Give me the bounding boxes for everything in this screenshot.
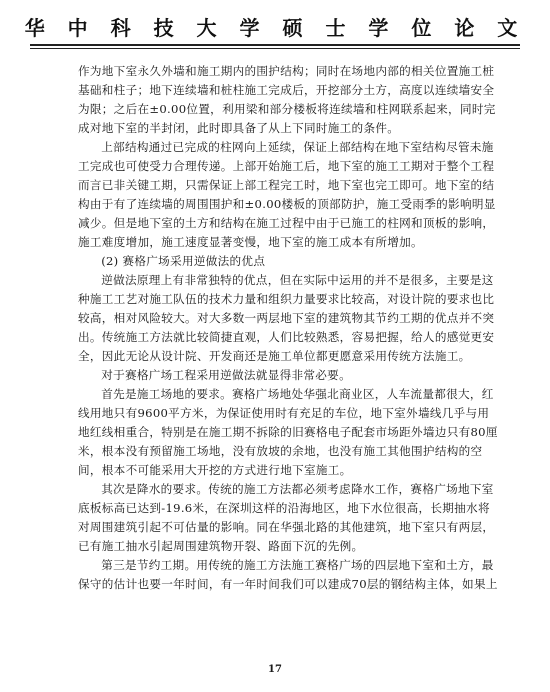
page-number: 17 bbox=[268, 664, 282, 675]
paragraph: 其次是降水的要求。传统的施工方法都必须考虑降水工作，赛格广场地下室底板标高已达到-19.6米，在深圳这样的沿海地区，地下水位很高，长期抽水将对周围建筑引起不可估量的影响。同在华强北路的其他建筑，地下室只有两层，已有施工抽水引起周围建筑物开裂、路面下沉的先例。 bbox=[78, 482, 495, 553]
page-header-title: 华 中 科 技 大 学 硕 士 学 位 论 文 bbox=[24, 16, 526, 40]
paragraph: 对于赛格广场工程采用逆做法就显得非常必要。 bbox=[101, 368, 351, 382]
paragraph: 首先是施工场地的要求。赛格广场地处华强北商业区，人车流量都很大，红线用地只有9600平方米，为保证使用时有充足的车位，地下室外墙线几乎与用地红线相重合，特别是在施工期不拆除的旧赛格电子配套市场距外墙边只有80厘米，根本没有预留施工场地，没有放坡的余地，也没有施工其他围护结构的空间，根本不可能采用大开挖的方式进行地下室施工。 bbox=[78, 387, 498, 477]
header-rule bbox=[30, 44, 520, 46]
section-heading: (2) 赛格广场采用逆做法的优点 bbox=[101, 254, 266, 268]
body-text bbox=[78, 62, 498, 594]
paragraph: 作为地下室永久外墙和施工期内的围护结构；同时在场地内部的相关位置施工桩基础和柱子；地下连续墙和桩柱施工完成后，开挖部分土方，高度以连续墙安全为限；之后在±0.00位置，利用梁和部分楼板将连续墙和柱网联系起来，同时完成对地下室的半封闭，此时即具备了从上下同时施工的条件。 bbox=[78, 64, 496, 135]
paragraph: 第三是节约工期。用传统的施工方法施工赛格广场的四层地下室和土方，最保守的估计也要一年时间，有一年时间我们可以建成70层的钢结构主体，如果上 bbox=[78, 558, 498, 591]
header-rule-thin bbox=[30, 48, 520, 49]
paragraph: 逆做法原理上有非常独特的优点，但在实际中运用的并不是很多，主要是这种施工工艺对施工队伍的技术力量和组织力量要求比较高，对设计院的要求也比较高，相对风险较大。对大多数一两层地下室的建筑物其节约工期的优点并不突出。传统施工方法就比较简捷直观，人们比较熟悉，容易把握，给人的感觉更安全，因此无论从设计院、开发商还是施工单位都更愿意采用传统方法施工。 bbox=[78, 273, 495, 363]
paragraph: 上部结构通过已完成的柱网向上延续，保证上部结构在地下室结构尽管未施工完成也可使受力合理传递。上部开始施工后，地下室的施工工期对于整个工程而言已非关键工期，只需保证上部工程完工时，地下室也完工即可。地下室的结构由于有了连续墙的周围围护和±0.00楼板的顶部防护，施工受雨季的影响明显减少。但是地下室的土方和结构在施工过程中由于已施工的柱网和顶板的影响，施工难度增加，施工速度显著变慢，地下室的施工成本有所增加。 bbox=[78, 140, 496, 249]
